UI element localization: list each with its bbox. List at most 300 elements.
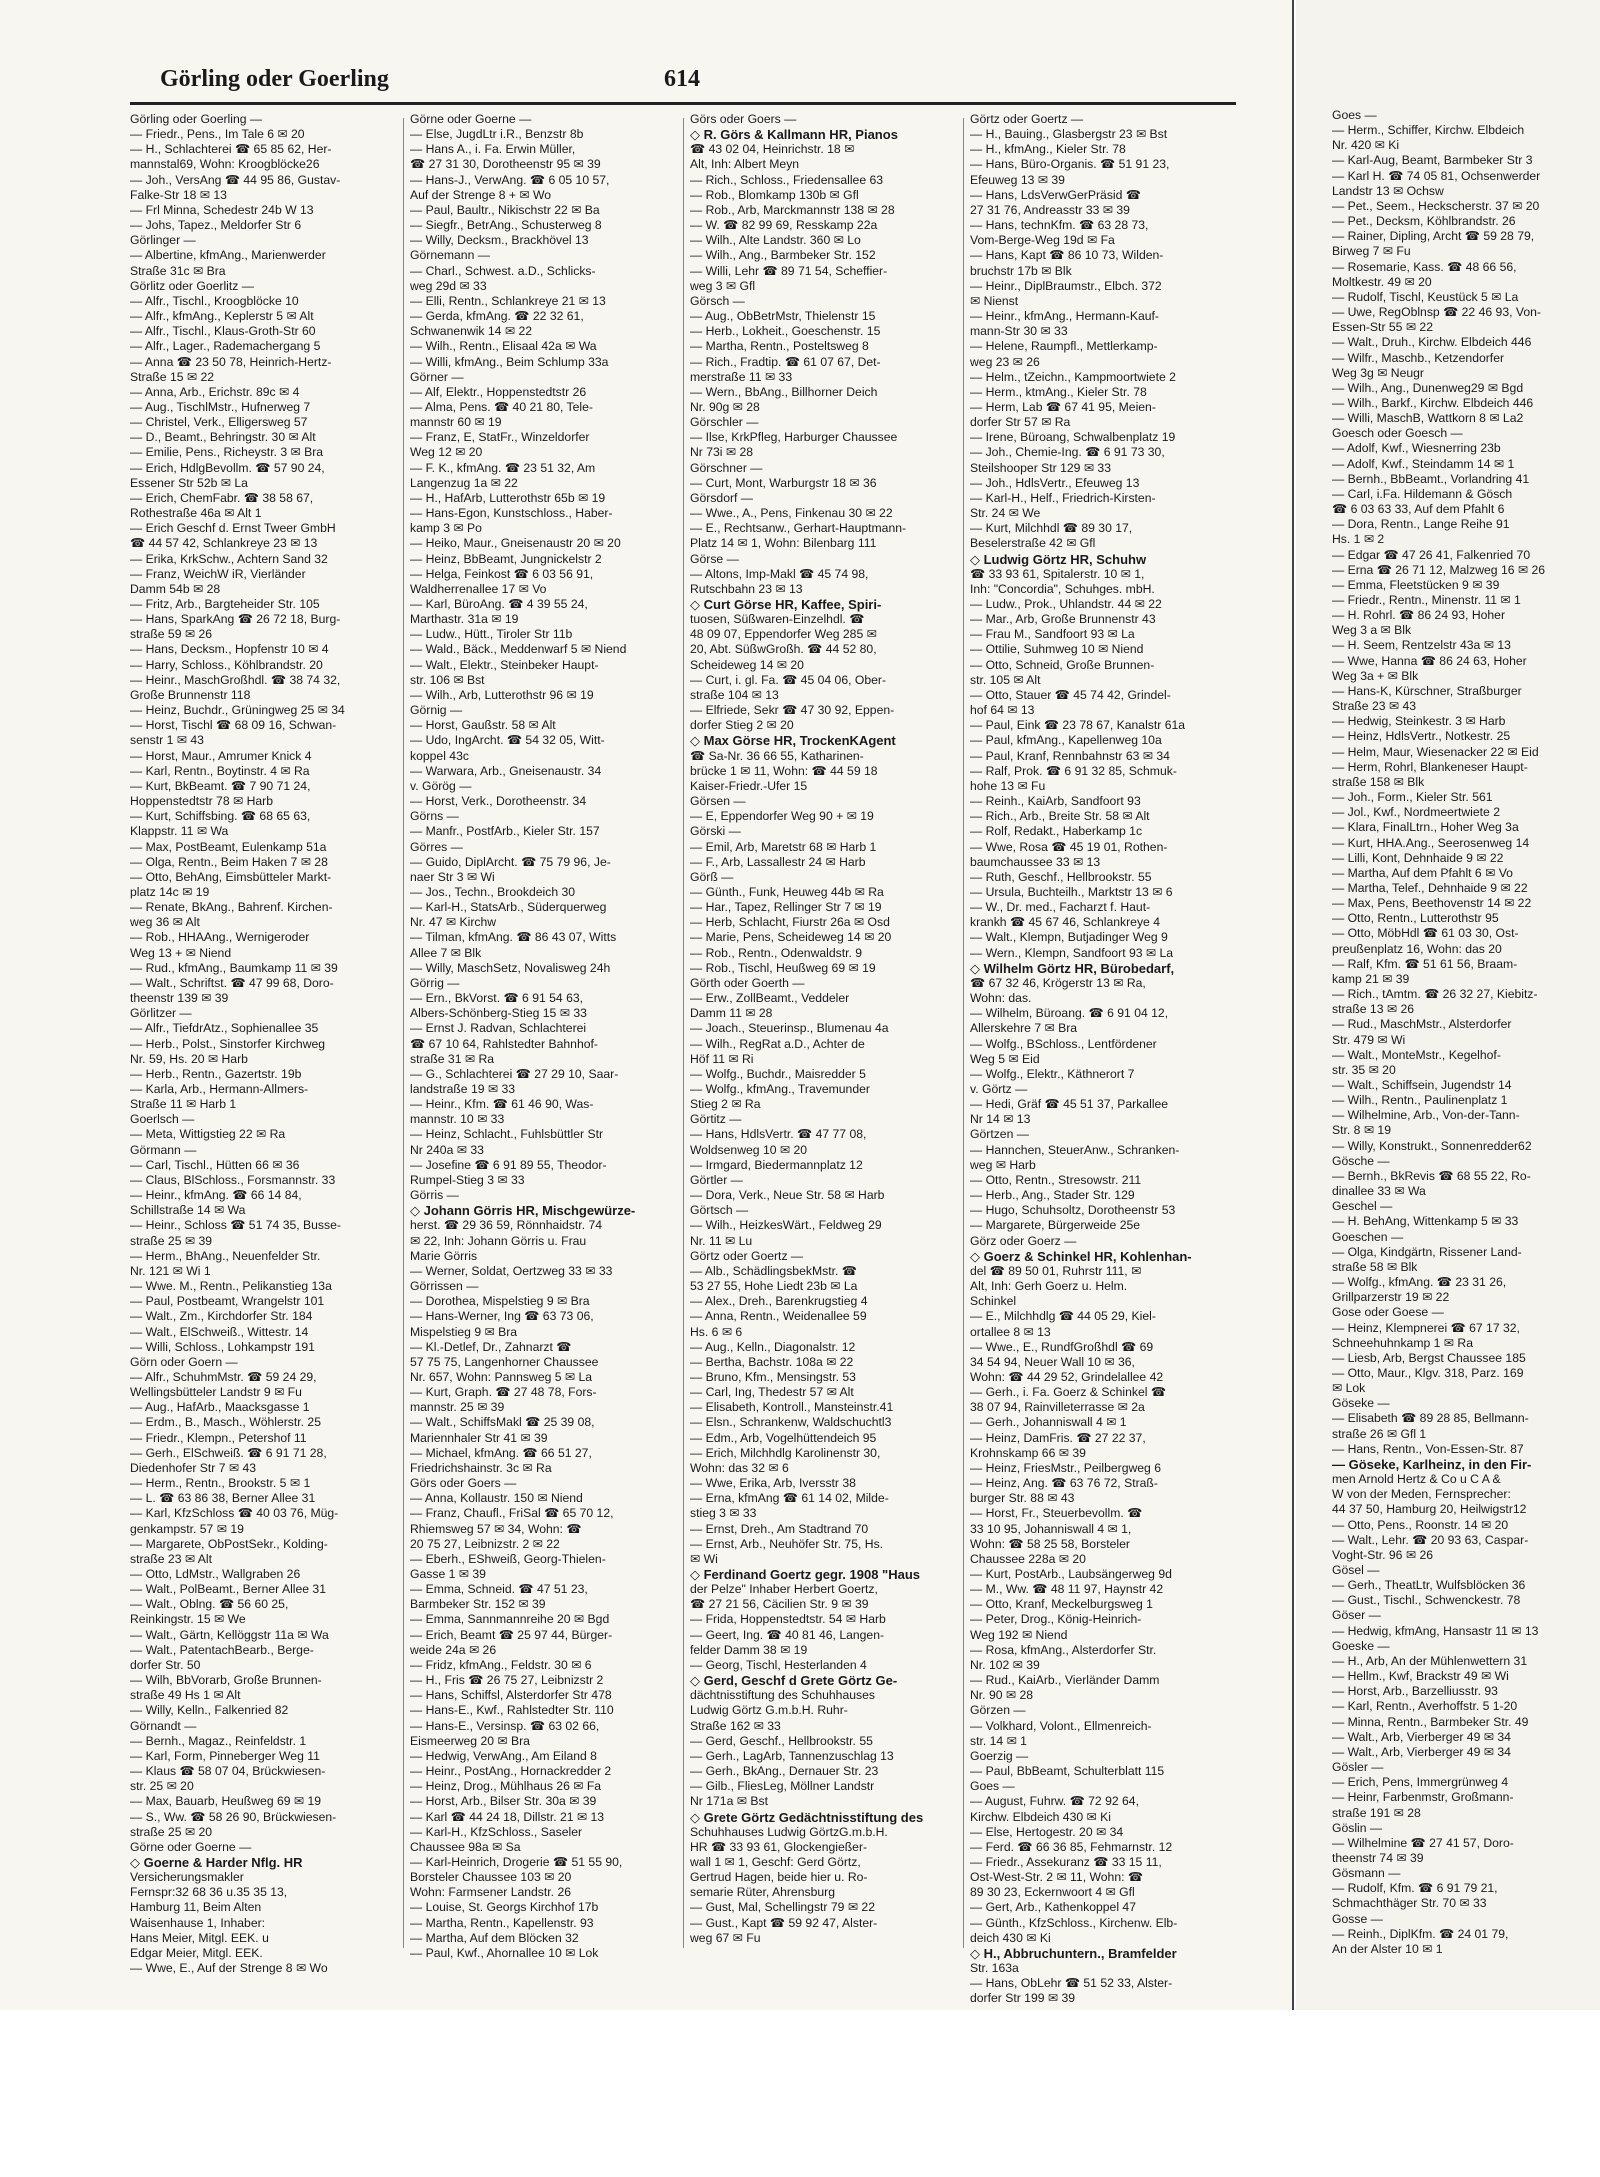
directory-entry-line: Wohn: das 32 ✉ 6 [690, 1460, 789, 1475]
directory-entry-line: — Siegfr., BetrAng., Schusterweg 8 [410, 218, 602, 233]
directory-entry-line: Görsdorf — [690, 490, 753, 505]
directory-entry-line: — H., Arb, An der Mühlenwettern 31 [1332, 1653, 1528, 1668]
directory-entry-line: — Wolfg., kfmAng. ☎ 23 31 26, [1332, 1275, 1507, 1290]
directory-entry-line: Große Brunnenstr 118 [130, 687, 251, 702]
directory-entry-line: Görling oder Goerling — [130, 112, 263, 126]
directory-entry-line: Marie Görris [410, 1248, 478, 1263]
directory-entry-line: — Otto, LdMstr., Wallgraben 26 [130, 1567, 301, 1581]
column-4 [970, 112, 1236, 2006]
directory-entry-line: — Hedi, Gräf ☎ 45 51 37, Parkallee [970, 1097, 1169, 1112]
directory-entry-line: — F., Arb, Lassallestr 24 ✉ Harb [690, 854, 866, 869]
directory-entry-line: — Walt., Gärtn, Kellöggstr 11a ✉ Wa [130, 1627, 329, 1642]
directory-entry-line: Kirchw. Elbdeich 430 ✉ Ki [970, 1809, 1111, 1824]
directory-entry-line: — Hedwig, VerwAng., Am Eiland 8 [410, 1748, 597, 1763]
directory-entry-line: — Olga, Kindgärtn, Rissener Land- [1332, 1244, 1522, 1259]
directory-entry-line: — Herm, Rohrl, Blankeneser Haupt- [1332, 759, 1528, 774]
directory-entry-line: — Lilli, Kont, Dehnhaide 9 ✉ 22 [1332, 850, 1504, 865]
directory-entry-line: Ost-West-Str. 2 ✉ 11, Wohn: ☎ [970, 1870, 1144, 1885]
directory-entry-line: Hoppenstedtstr 78 ✉ Harb [130, 794, 273, 809]
directory-entry-line: ☎ 67 32 46, Krögerstr 13 ✉ Ra, [970, 975, 1146, 990]
directory-entry-line: — Carl, i.Fa. Hildemann & Gösch [1332, 486, 1513, 501]
directory-entry-line: — Friedr., Rentn., Minenstr. 11 ✉ 1 [1332, 593, 1521, 607]
directory-entry-line: ☎ 44 57 42, Schlankreye 23 ✉ 13 [130, 536, 318, 551]
directory-entry-line: platz 14c ✉ 19 [130, 884, 210, 899]
scan-margin [0, 2010, 1600, 2177]
directory-entry-line: — Walt., Lehr. ☎ 20 93 63, Caspar- [1332, 1532, 1529, 1547]
directory-entry-line: Gösler — [1332, 1760, 1384, 1775]
directory-entry-line: Nr 171a ✉ Bst [690, 1794, 768, 1809]
directory-entry-line: Görns — [410, 809, 459, 824]
directory-entry-line: — Wilh., Ang., Dunenweg29 ✉ Bgd [1332, 380, 1524, 395]
directory-entry-line: — Rob., HHAAng., Wernigeroder [130, 930, 310, 945]
directory-entry-line: Goerlsch — [130, 1112, 195, 1127]
directory-entry-line: kamp 3 ✉ Po [410, 521, 482, 536]
directory-entry-line: — Wolfg., Buchdr., Maisredder 5 [690, 1066, 866, 1081]
directory-entry-line: — Gerh., BkAng., Dernauer Str. 23 [690, 1764, 879, 1779]
directory-entry-line: — Günth., KfzSchloss., Kirchenw. Elb- [970, 1915, 1178, 1930]
directory-entry-line: deich 430 ✉ Ki [970, 1930, 1051, 1945]
directory-entry-line: 38 07 94, Rainvilleterrasse ✉ 2a [970, 1400, 1145, 1415]
directory-entry-line: — Erich, HdlgBevollm. ☎ 57 90 24, [130, 460, 325, 475]
directory-entry-line: — Ruth, Geschf., Hellbrookstr. 55 [970, 869, 1152, 884]
directory-entry-line: — Heinz, Buchdr., Grüningweg 25 ✉ 34 [130, 703, 345, 718]
directory-entry-line: — Renate, BkAng., Bahrenf. Kirchen- [130, 900, 333, 915]
directory-entry-line: — Hans, Schiffsl, Alsterdorfer Str 478 [410, 1688, 612, 1703]
directory-entry-line: tuosen, Süßwaren-Einzelhdl. ☎ [690, 612, 865, 627]
directory-entry-line: — Fridz, kfmAng., Feldstr. 30 ✉ 6 [410, 1657, 592, 1672]
directory-entry-line: hohe 13 ✉ Fu [970, 778, 1046, 793]
directory-entry-line: dorfer Str 57 ✉ Ra [970, 415, 1071, 430]
directory-entry-line: — Herb., Rentn., Gazertstr. 19b [130, 1066, 302, 1081]
directory-entry-line: — Aug., Kelln., Diagonalstr. 12 [690, 1339, 856, 1354]
directory-entry-line: — Elli, Rentn., Schlankreye 21 ✉ 13 [410, 293, 606, 308]
directory-entry-line: — Rolf, Redakt., Haberkamp 1c [970, 824, 1143, 839]
directory-entry-line: — Willi, Lehr ☎ 89 71 54, Scheffier- [690, 263, 888, 278]
directory-entry-line: — Rob., Blomkamp 130b ✉ Gfl [690, 187, 859, 202]
directory-entry-line: — Geert, Ing. ☎ 40 81 46, Langen- [690, 1627, 885, 1642]
directory-entry-line: — Wilh., Arb, Lutterothstr 96 ✉ 19 [410, 687, 594, 702]
directory-entry-line: — Curt, i. gl. Fa. ☎ 45 04 06, Ober- [690, 672, 887, 687]
directory-entry-line: weg ✉ Harb [970, 1157, 1036, 1172]
directory-entry-line: — Elfriede, Sekr ☎ 47 30 92, Eppen- [690, 703, 895, 718]
directory-entry-line: Görris — [410, 1188, 459, 1203]
directory-entry-line: — Kurt, Milchhdl ☎ 89 30 17, [970, 521, 1133, 536]
directory-entry-line: — Wilhelm, Büroang. ☎ 6 91 04 12, [970, 1006, 1169, 1021]
directory-entry-line: — Udo, IngArcht. ☎ 54 32 05, Witt- [410, 733, 605, 748]
directory-entry-line: — Walt., Zm., Kirchdorfer Str. 184 [130, 1309, 313, 1324]
directory-entry-line: ✉ Nienst [970, 293, 1019, 308]
directory-entry-line: — Karl-H., Helf., Friedrich-Kirsten- [970, 490, 1156, 505]
directory-entry-line: Beselerstraße 42 ✉ Gfl [970, 536, 1096, 551]
directory-entry-line: — Günth., Funk, Heuweg 44b ✉ Ra [690, 884, 884, 899]
directory-entry-line: — Heinr., DiplBraumstr., Elbch. 372 [970, 278, 1162, 293]
directory-entry-line: Schneehuhnkamp 1 ✉ Ra [1332, 1335, 1473, 1350]
directory-entry-line: baumchaussee 33 ✉ 13 [970, 854, 1101, 869]
directory-entry-line: — Otto, Pens., Roonstr. 14 ✉ 20 [1332, 1517, 1509, 1532]
directory-entry-line: — Herb, Schlacht, Fiurstr 26a ✉ Osd [690, 915, 890, 930]
directory-entry-line: dorfer Str. 50 [130, 1657, 201, 1672]
directory-entry-line: — Wilh., Rentn., Elisaal 42a ✉ Wa [410, 339, 597, 354]
directory-entry-line: — Ernst, Arb., Neuhöfer Str. 75, Hs. [690, 1536, 884, 1551]
directory-entry-line: — F. K., kfmAng. ☎ 23 51 32, Am [410, 460, 596, 475]
directory-entry-line: — Alfr., Tischl., Klaus-Groth-Str 60 [130, 324, 316, 339]
directory-entry-line: Birweg 7 ✉ Fu [1332, 244, 1411, 259]
directory-entry-line: Inh: "Concordia", Schuhges. mbH. [970, 581, 1155, 596]
directory-entry-line: — Walt., Oblng. ☎ 56 60 25, [130, 1597, 289, 1612]
directory-entry-line: — Herm., BhAng., Neuenfelder Str. [130, 1248, 321, 1263]
directory-entry-line: straße 191 ✉ 28 [1332, 1805, 1421, 1820]
directory-entry-line: Str. 8 ✉ 19 [1332, 1123, 1391, 1138]
directory-entry-line: — Willi, kfmAng., Beim Schlump 33a [410, 354, 609, 369]
directory-entry-line: — Aug., ObBetrMstr, Thielenstr 15 [690, 309, 876, 324]
directory-entry-line: Mispelstieg 9 ✉ Bra [410, 1324, 518, 1339]
directory-entry-line: — Rud., kfmAng., Baumkamp 11 ✉ 39 [130, 960, 338, 975]
directory-entry-line: Görres — [410, 839, 463, 854]
directory-entry-line: straße 25 ✉ 20 [130, 1824, 213, 1839]
directory-entry-line: 20, Abt. SüßwGroßh. ☎ 44 52 80, [690, 642, 877, 657]
directory-entry-line: — Horst, Gaußstr. 58 ✉ Alt [410, 718, 556, 733]
directory-entry-line: — Horst, Maur., Amrumer Knick 4 [130, 748, 312, 763]
directory-entry-line: — Heinz, Drog., Mühlhaus 26 ✉ Fa [410, 1779, 602, 1794]
directory-entry-line: — Wilh., RegRat a.D., Achter de [690, 1036, 865, 1051]
directory-entry-line: Rothestraße 46a ✉ Alt 1 [130, 506, 262, 521]
directory-entry-line: Nr. 657, Wohn: Pannsweg 5 ✉ La [410, 1369, 593, 1384]
directory-entry-line: — Karl-Aug, Beamt, Barmbeker Str 3 [1332, 153, 1533, 168]
directory-entry-line: Ludwig Görtz G.m.b.H. Ruhr- [690, 1703, 848, 1718]
directory-entry-line: — Heinz, BbBeamt, Jungnickelstr 2 [410, 551, 602, 566]
directory-entry-line: — Anna, Arb., Erichstr. 89c ✉ 4 [130, 384, 300, 399]
directory-entry-line: — Gerda, kfmAng. ☎ 22 32 61, [410, 309, 584, 324]
directory-entry-line: Marthastr. 31a ✉ 19 [410, 612, 519, 627]
directory-entry-line: — Else, Hertogestr. 20 ✉ 34 [970, 1824, 1124, 1839]
directory-entry-line: Allerskehre 7 ✉ Bra [970, 1021, 1078, 1036]
directory-entry-line: str. 106 ✉ Bst [410, 672, 485, 687]
directory-entry-line: Str. 479 ✉ Wi [1332, 1032, 1406, 1047]
directory-entry-line: der Pelze" Inhaber Herbert Goertz, [690, 1582, 878, 1597]
directory-entry-line: — Heinz, Ang. ☎ 63 76 72, Straß- [970, 1476, 1158, 1491]
directory-entry-line: — Walt., PolBeamt., Berner Allee 31 [130, 1582, 326, 1597]
directory-entry-line: — Joh., Chemie-Ing. ☎ 6 91 73 30, [970, 445, 1165, 460]
directory-entry-line: Weg 3g ✉ Neugr [1332, 365, 1424, 380]
directory-entry-line: men Arnold Hertz & Co u C A & [1332, 1472, 1501, 1487]
directory-entry-line: — Alfr., TiefdrAtz., Sophienallee 35 [130, 1021, 319, 1036]
directory-entry-line: — Hans, Büro-Organis. ☎ 51 91 23, [970, 157, 1170, 172]
directory-entry-line: Borsteler Chaussee 103 ✉ 20 [410, 1870, 572, 1885]
directory-entry-line: Hamburg 11, Beim Alten [130, 1900, 262, 1915]
directory-entry-line: — Göseke, Karlheinz, in den Fir- [1332, 1456, 1532, 1472]
directory-entry-line: — Claus, BlSchloss., Forsmannstr. 33 [130, 1172, 336, 1187]
directory-entry-line: — Eberh., EShweiß, Georg-Thielen- [410, 1551, 606, 1566]
directory-entry-line: Görtitz — [690, 1112, 742, 1127]
directory-entry-line: ◇ Wilhelm Görtz HR, Bürobedarf, [970, 960, 1175, 976]
directory-entry-line: — Herm, Lab ☎ 67 41 95, Meien- [970, 399, 1156, 414]
directory-entry-line: — Aug., TischlMstr., Hufnerweg 7 [130, 399, 311, 414]
directory-entry-line: — Martha, Auf dem Pfahlt 6 ✉ Vo [1332, 865, 1513, 880]
directory-entry-line: Goeske — [1332, 1638, 1390, 1653]
directory-entry-line: — Rob., Tischl, Heußweg 69 ✉ 19 [690, 960, 876, 975]
directory-entry-line: straße 31 ✉ Ra [410, 1051, 495, 1066]
directory-entry-line: — Wolfg., kfmAng., Travemunder [690, 1082, 870, 1096]
directory-entry-line: Nr 14 ✉ 13 [970, 1112, 1031, 1127]
directory-entry-line: — Wwe, Rosa ☎ 45 19 01, Rothen- [970, 839, 1168, 854]
directory-entry-line: — H., Fris ☎ 26 75 27, Leibnizstr 2 [410, 1673, 604, 1688]
directory-entry-line: 44 37 50, Hamburg 20, Heilwigstr12 [1332, 1502, 1527, 1517]
directory-entry-line: — Hans, Kapt ☎ 86 10 73, Wilden- [970, 248, 1164, 263]
directory-entry-line: — Rosa, kfmAng., Alsterdorfer Str. [970, 1642, 1157, 1657]
directory-entry-line: Görner — [410, 369, 464, 384]
directory-entry-line: — Hedwig, Steinkestr. 3 ✉ Harb [1332, 714, 1506, 729]
directory-entry-line: Barmbeker Str. 152 ✉ 39 [410, 1597, 546, 1612]
directory-entry-line: 53 27 55, Hohe Liedt 23b ✉ La [690, 1279, 858, 1294]
directory-entry-line: — Kurt, PostArb., Laubsängerweg 9d [970, 1567, 1172, 1581]
directory-entry-line: Görlitzer — [130, 1006, 192, 1021]
directory-entry-line: — E., Rechtsanw., Gerhart-Hauptmann- [690, 521, 907, 536]
directory-entry-line: Alt, Inh: Albert Meyn [690, 157, 800, 172]
directory-entry-line: ☎ 43 02 04, Heinrichstr. 18 ✉ [690, 142, 855, 157]
directory-entry-line: — Uwe, RegOblnsp ☎ 22 46 93, Von- [1332, 305, 1541, 320]
directory-entry-line: Görzen — [970, 1703, 1026, 1718]
directory-entry-line: — Minna, Rentn., Barmbeker Str. 49 [1332, 1714, 1529, 1729]
directory-entry-line: — Jol., Kwf., Nordmeertwiete 2 [1332, 805, 1500, 820]
directory-entry-line: — Herm., Rentn., Brookstr. 5 ✉ 1 [130, 1476, 311, 1491]
directory-entry-line: — Gerd, Geschf., Hellbrookstr. 55 [690, 1733, 873, 1748]
directory-entry-line: Nr. 420 ✉ Ki [1332, 138, 1400, 153]
directory-entry-line: — Paul, Kranf, Rennbahnstr 63 ✉ 34 [970, 748, 1170, 763]
directory-entry-line: ☎ Sa-Nr. 36 66 55, Katharinen- [690, 748, 864, 763]
directory-entry-line: — Walt., ElSchweiß., Wittestr. 14 [130, 1324, 309, 1339]
directory-entry-line: — Hans, technKfm. ☎ 63 28 73, [970, 218, 1149, 233]
directory-entry-line: — Emma, Fleetstücken 9 ✉ 39 [1332, 577, 1500, 592]
directory-entry-line: — H., Schlachterei ☎ 65 85 62, Her- [130, 142, 332, 157]
directory-entry-line: — Paul, Postbeamt, Wrangelstr 101 [130, 1294, 325, 1309]
directory-entry-line: straße 58 ✉ Blk [1332, 1259, 1418, 1274]
directory-entry-line: — Helm., tZeichn., Kampmoortwiete 2 [970, 369, 1176, 384]
directory-entry-line: 20 75 27, Leibnizstr. 2 ✉ 22 [410, 1536, 560, 1551]
directory-entry-line: — Hans, Decksm., Hopfenstr 10 ✉ 4 [130, 642, 329, 657]
directory-entry-line: — Friedr., Klempn., Petershof 11 [130, 1430, 307, 1445]
directory-entry-line: — Hans, HdlsVertr. ☎ 47 77 08, [690, 1127, 867, 1142]
directory-entry-line: — Karl, BüroAng. ☎ 4 39 55 24, [410, 597, 588, 611]
directory-entry-line: — Dorothea, Mispelstieg 9 ✉ Bra [410, 1294, 590, 1309]
directory-entry-line: straße 59 ✉ 26 [130, 627, 213, 642]
directory-entry-line: — Elsn., Schrankenw, Waldschuchtl3 [690, 1415, 892, 1430]
directory-entry-line: landstraße 19 ✉ 33 [410, 1082, 516, 1096]
directory-entry-line: Falke-Str 18 ✉ 13 [130, 187, 227, 202]
directory-entry-line: Weg 192 ✉ Niend [970, 1627, 1068, 1642]
directory-entry-line: — Karl H. ☎ 74 05 81, Ochsenwerder [1332, 168, 1541, 183]
directory-entry-line: — Albertine, kfmAng., Marienwerder [130, 248, 326, 263]
directory-entry-line: — Heinr., PostAng., Hornackredder 2 [410, 1764, 612, 1779]
directory-entry-line: W von der Meden, Fernsprecher: [1332, 1487, 1511, 1502]
directory-entry-line: — Adolf, Kwf., Wiesnerring 23b [1332, 441, 1501, 456]
directory-entry-line: Chaussee 228a ✉ 20 [970, 1551, 1086, 1566]
directory-entry-line: — Rich., Fradtip. ☎ 61 07 67, Det- [690, 354, 881, 369]
directory-entry-line: Goes — [970, 1779, 1015, 1794]
next-page-column [1332, 108, 1594, 1957]
directory-entry-line: — Alex., Dreh., Barenkrugstieg 4 [690, 1294, 868, 1309]
directory-entry-line: Krohnskamp 66 ✉ 39 [970, 1445, 1086, 1460]
directory-entry-line: Nr. 90g ✉ 28 [690, 399, 760, 414]
directory-entry-line: Höf 11 ✉ Ri [690, 1051, 754, 1066]
directory-entry-line: Görsch — [690, 293, 745, 308]
column-divider [683, 118, 684, 1948]
directory-entry-line: Gösel — [1332, 1563, 1380, 1577]
directory-entry-line: — Paul, Eink ☎ 23 78 67, Kanalstr 61a [970, 718, 1186, 733]
directory-entry-line: Hs. 1 ✉ 2 [1332, 532, 1385, 547]
directory-entry-line: weg 29d ✉ 33 [410, 278, 487, 293]
directory-entry-line: — Elisabeth, Kontroll., Mansteinstr.41 [690, 1400, 894, 1415]
directory-entry-line: ◇ Curt Görse HR, Kaffee, Spiri- [690, 597, 882, 612]
directory-entry-line: Alt, Inh: Gerh Goerz u. Helm. [970, 1279, 1128, 1294]
directory-entry-line: — D., Beamt., Behringstr. 30 ✉ Alt [130, 430, 316, 445]
directory-entry-line: — Ralf, Kfm. ☎ 51 61 56, Braam- [1332, 956, 1518, 971]
directory-entry-line: — Hans-Egon, Kunstschloss., Haber- [410, 506, 613, 521]
directory-entry-line: Goes — [1332, 108, 1377, 122]
directory-entry-line: — Wwe., A., Pens, Finkenau 30 ✉ 22 [690, 506, 893, 521]
directory-entry-line: — Frau M., Sandfoort 93 ✉ La [970, 627, 1135, 642]
directory-entry-line: — Alfr., kfmAng., Keplerstr 5 ✉ Alt [130, 309, 314, 324]
directory-entry-line: — Gert, Arb., Kathenkoppel 47 [970, 1900, 1136, 1915]
directory-entry-line: Mariennhaler Str 41 ✉ 39 [410, 1430, 548, 1445]
directory-entry-line: Straße 11 ✉ Harb 1 [130, 1097, 237, 1112]
directory-entry-line: Görs oder Goers — [410, 1476, 517, 1491]
directory-entry-line: — Wolfg., Elektr., Käthnerort 7 [970, 1066, 1135, 1081]
directory-entry-line: — Bertha, Bachstr. 108a ✉ 22 [690, 1354, 854, 1369]
directory-entry-line: — Ralf, Prok. ☎ 6 91 32 85, Schmuk- [970, 763, 1177, 778]
directory-entry-line: — Ludw., Prok., Uhlandstr. 44 ✉ 22 [970, 597, 1162, 611]
directory-entry-line: straße 26 ✉ Gfl 1 [1332, 1426, 1427, 1441]
directory-entry-line: — Alb., SchädlingsbekMstr. ☎ [690, 1263, 857, 1278]
directory-entry-line: — Joh., Form., Kieler Str. 561 [1332, 790, 1493, 805]
directory-entry-line: — Max, Bauarb, Heußweg 69 ✉ 19 [130, 1794, 322, 1809]
directory-entry-line: ◇ Ludwig Görtz HR, Schuhw [970, 551, 1147, 567]
directory-entry-line: — Herb., Polst., Sinstorfer Kirchweg [130, 1036, 326, 1051]
running-head-name: Görling oder Goerling [160, 66, 389, 92]
directory-entry-line: Rutschbahn 23 ✉ 13 [690, 581, 803, 596]
directory-entry-line: — Carl, Tischl., Hütten 66 ✉ 36 [130, 1157, 300, 1172]
directory-entry-line: — Rudolf, Tischl, Keustück 5 ✉ La [1332, 289, 1519, 304]
directory-entry-line: — Klara, FinalLtrn., Hoher Weg 3a [1332, 820, 1519, 835]
directory-entry-line: — Wilh., Barkf., Kirchw. Elbdeich 446 [1332, 395, 1534, 410]
directory-entry-line: bruchstr 17b ✉ Blk [970, 263, 1072, 278]
directory-entry-line: — E, Eppendorfer Weg 90 + ✉ 19 [690, 809, 874, 824]
directory-entry-line: — Heinr., kfmAng. ☎ 66 14 84, [130, 1188, 302, 1203]
directory-entry-line: Straße 15 ✉ 22 [130, 369, 215, 384]
directory-entry-line: — Herb., Lokheit., Goeschenstr. 15 [690, 324, 881, 339]
directory-entry-line: straße 49 Hs 1 ✉ Alt [130, 1688, 241, 1703]
directory-entry-line: — Edgar ☎ 47 26 41, Falkenried 70 [1332, 547, 1531, 562]
directory-entry-line: — Erich, Milchhdlg Karolinenstr 30, [690, 1445, 881, 1460]
directory-entry-line: — L. ☎ 63 86 38, Berner Allee 31 [130, 1491, 316, 1506]
directory-entry-line: Fernspr:32 68 36 u.35 35 13, [130, 1885, 288, 1900]
directory-entry-line: — Erw., ZollBeamt., Veddeler [690, 991, 850, 1006]
directory-entry-line: Hans Meier, Mitgl. EEK. u [130, 1930, 269, 1945]
directory-entry-line: — Gilb., FliesLeg, Möllner Landstr [690, 1779, 875, 1794]
directory-entry-line: ◇ H., Abbruchuntern., Bramfelder [970, 1945, 1177, 1961]
directory-entry-line: — Karl, Form, Pinneberger Weg 11 [130, 1748, 320, 1763]
directory-entry-line: dinallee 33 ✉ Wa [1332, 1184, 1426, 1199]
directory-entry-line: — Heinz, Schlacht., Fuhlsbüttler Str [410, 1127, 604, 1142]
directory-entry-line: — Altons, Imp-Makl ☎ 45 74 98, [690, 566, 869, 581]
directory-entry-line: — Paul, kfmAng., Kapellenweg 10a [970, 733, 1162, 748]
directory-entry-line: — Martha, Rentn., Posteltsweg 8 [690, 339, 869, 354]
directory-entry-line: Görrissen — [410, 1279, 479, 1294]
directory-entry-line: — Rosemarie, Kass. ☎ 48 66 56, [1332, 259, 1517, 274]
directory-entry-line: — Walt., Schriftst. ☎ 47 99 68, Doro- [130, 975, 334, 990]
directory-entry-line: — Helm, Maur, Wiesenacker 22 ✉ Eid [1332, 744, 1539, 759]
directory-entry-line: str. 35 ✉ 20 [1332, 1062, 1396, 1077]
directory-entry-line: — Dora, Verk., Neue Str. 58 ✉ Harb [690, 1188, 885, 1203]
directory-entry-line: — Klaus ☎ 58 07 04, Brückwiesen- [130, 1764, 326, 1779]
directory-entry-line: 34 54 94, Neuer Wall 10 ✉ 36, [970, 1354, 1135, 1369]
directory-entry-line: — Ilse, KrkPfleg, Harburger Chaussee [690, 430, 898, 445]
directory-entry-line: Nr 240a ✉ 33 [410, 1142, 484, 1157]
directory-entry-line: Görn oder Goern — [130, 1354, 238, 1369]
directory-entry-line: str. 14 ✉ 1 [970, 1733, 1027, 1748]
directory-entry-line: — E., Milchhdlg ☎ 44 05 29, Kiel- [970, 1309, 1156, 1324]
directory-entry-line: — Hans, SparkAng ☎ 26 72 18, Burg- [130, 612, 341, 627]
directory-entry-line: Göslin — [1332, 1820, 1383, 1835]
directory-entry-line: Weg 3a + ✉ Blk [1332, 668, 1419, 683]
directory-entry-line: — Otto, Rentn., Lutterothstr 95 [1332, 911, 1499, 926]
directory-entry-line: — Hannchen, SteuerAnw., Schranken- [970, 1142, 1180, 1157]
directory-entry-line: — Emma, Sannmannreihe 20 ✉ Bgd [410, 1612, 610, 1627]
directory-entry-line: Görtz oder Goertz — [690, 1248, 804, 1263]
directory-entry-line: Nr. 11 ✉ Lu [690, 1233, 753, 1248]
directory-entry-line: — Erdm., B., Masch., Wöhlerstr. 25 [130, 1415, 321, 1430]
directory-entry-line: Weg 13 + ✉ Niend [130, 945, 232, 960]
directory-entry-line: — Horst, Fr., Steuerbevollm. ☎ [970, 1506, 1143, 1521]
directory-entry-line: Wellingsbütteler Landstr 9 ✉ Fu [130, 1385, 302, 1400]
page-header [160, 62, 1240, 98]
directory-entry-line: Wohn: ☎ 44 29 52, Grindelallee 42 [970, 1369, 1164, 1384]
directory-entry-line: Str. 24 ✉ We [970, 506, 1041, 521]
directory-entry-line: — Wald., Bäck., Meddenwarf 5 ✉ Niend [410, 642, 627, 657]
directory-entry-line: Weg 12 ✉ 20 [410, 445, 483, 460]
directory-entry-line: — Wilh., Ang., Barmbeker Str. 152 [690, 248, 876, 263]
directory-entry-line: — Bruno, Kfm., Mensingstr. 53 [690, 1369, 856, 1384]
directory-entry-line: Scheideweg 14 ✉ 20 [690, 657, 804, 672]
directory-entry-line: — Emilie, Pens., Richeystr. 3 ✉ Bra [130, 445, 324, 460]
directory-entry-line: ☎ 67 10 64, Rahlstedter Bahnhof- [410, 1036, 598, 1051]
directory-entry-line: — Heinr, Farbenmstr, Großmann- [1332, 1790, 1514, 1805]
directory-entry-line: Görne oder Goerne — [130, 1839, 252, 1854]
directory-entry-line: — Erich Geschf d. Ernst Tweer GmbH [130, 521, 336, 536]
directory-entry-line: del ☎ 89 50 01, Ruhrstr 111, ✉ [970, 1263, 1142, 1278]
directory-entry-line: Klappstr. 11 ✉ Wa [130, 824, 229, 839]
directory-entry-line: semarie Rüter, Ahrensburg [690, 1885, 835, 1900]
directory-entry-line: ◇ Max Görse HR, TrockenKAgent [690, 733, 896, 749]
directory-entry-line: — Erich, ChemFabr. ☎ 38 58 67, [130, 490, 314, 505]
directory-entry-line: — Ursula, Buchteilh., Marktstr 13 ✉ 6 [970, 884, 1173, 899]
directory-entry-line: Moltkestr. 49 ✉ 20 [1332, 274, 1432, 289]
column-2 [410, 112, 676, 1962]
directory-entry-line: — Hedwig, kfmAng, Hansastr 11 ✉ 13 [1332, 1623, 1539, 1638]
directory-entry-line: — Herm., ktmAng., Kieler Str. 78 [970, 384, 1147, 399]
directory-entry-line: weg 36 ✉ Alt [130, 915, 200, 930]
directory-entry-line: — Rud., KaiArb., Vierländer Damm [970, 1673, 1160, 1688]
directory-entry-line: Schillstraße 14 ✉ Wa [130, 1203, 246, 1218]
directory-entry-line: — Bernh., Magaz., Reinfeldstr. 1 [130, 1733, 307, 1748]
directory-entry-line: — Karl, Rentn., Boytinstr. 4 ✉ Ra [130, 763, 310, 778]
directory-entry-line: — Elisabeth ☎ 89 28 85, Bellmann- [1332, 1411, 1529, 1426]
directory-entry-line: — Alma, Pens. ☎ 40 21 80, Tele- [410, 399, 593, 414]
directory-entry-line: — Kl.-Detlef, Dr., Zahnarzt ☎ [410, 1339, 572, 1354]
directory-entry-line: Gertrud Hagen, beide hier u. Ro- [690, 1870, 868, 1885]
directory-entry-line: — Willi, MaschB, Wattkorn 8 ✉ La2 [1332, 411, 1524, 426]
directory-entry-line: Gösche — [1332, 1153, 1390, 1168]
directory-entry-line: Görnandt — [130, 1718, 197, 1733]
